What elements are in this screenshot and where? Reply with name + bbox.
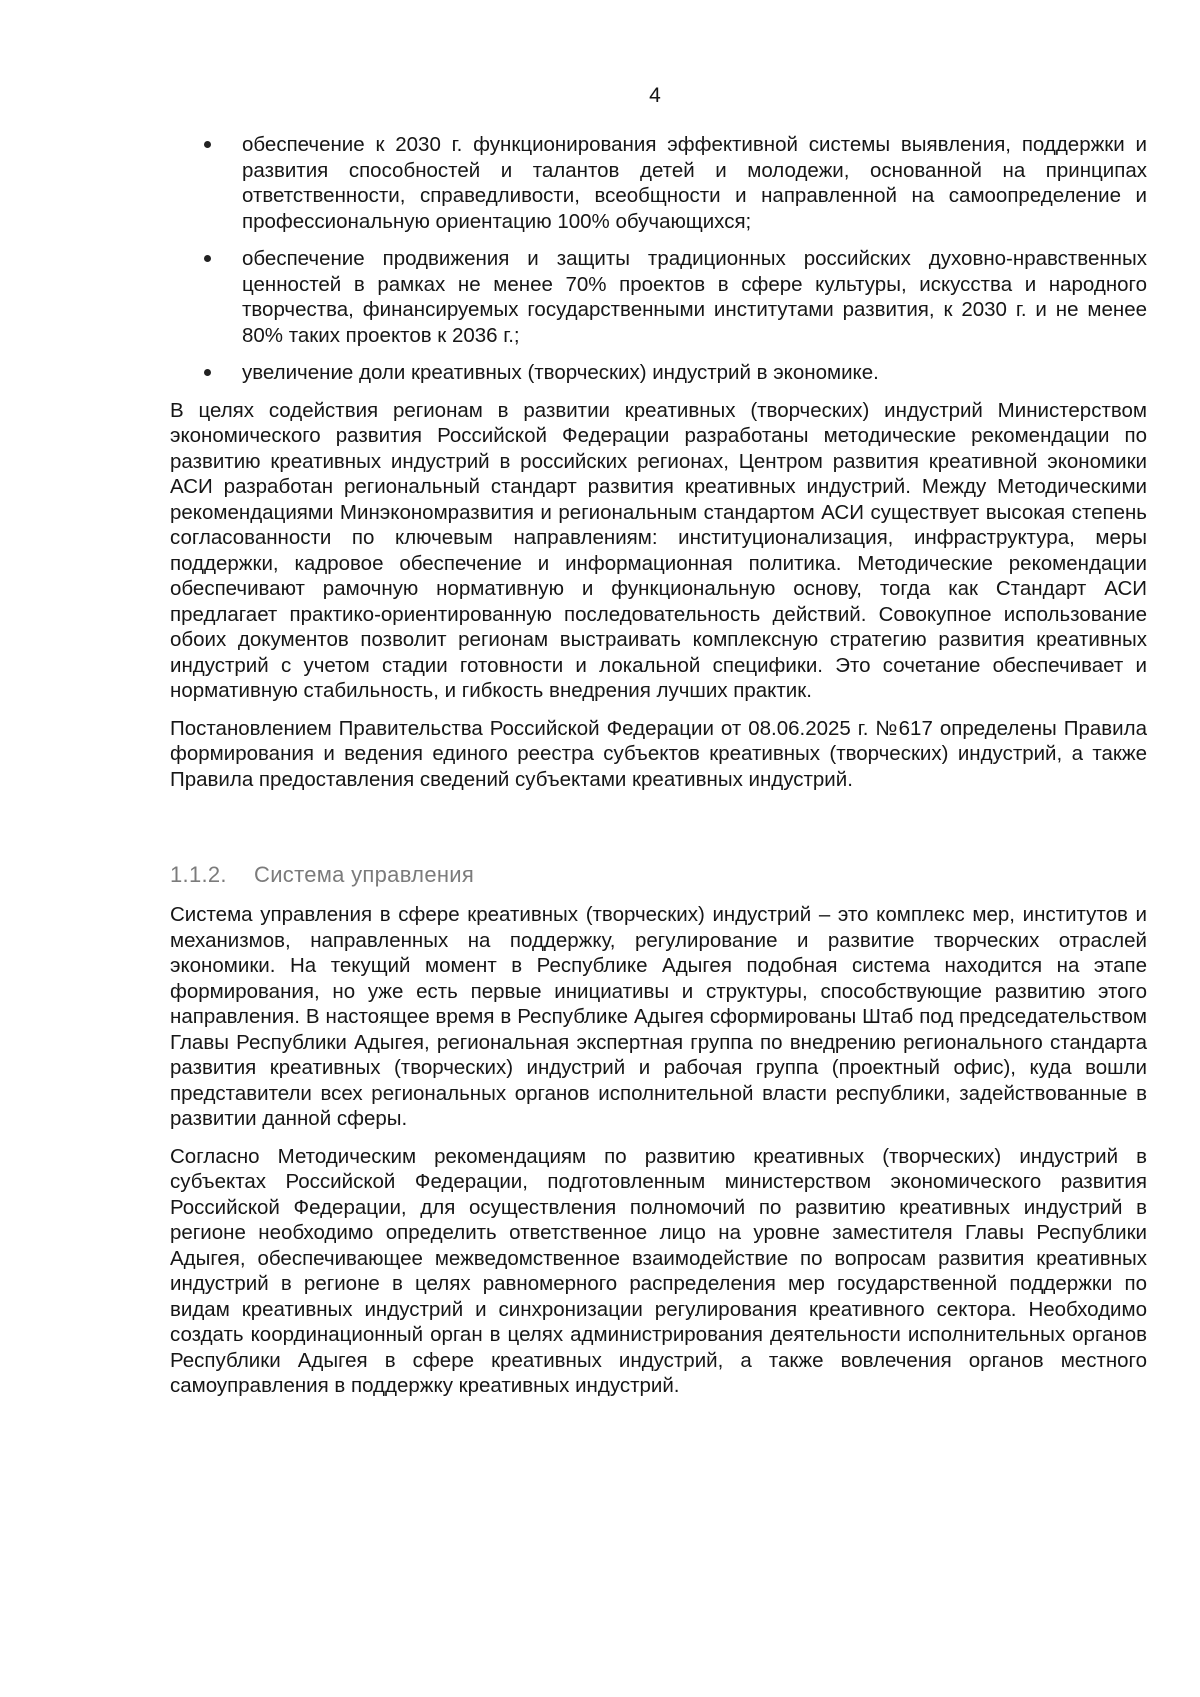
section-title: Система управления — [254, 862, 475, 887]
bullet-text: обеспечение продвижения и защиты традиционных российских духовно-нравственных ценностей в рамках не менее 70% проектов в сфере культуры, искусства и народного творчества, финансируемых государственными институтами развития, к 2030 г. и не менее 80% таких проектов к 2036 г.; — [242, 247, 1147, 347]
body-paragraph: Согласно Методическим рекомендациям по развитию креативных (творческих) индустрий в субъектах Российской Федерации, подготовленным министерством экономического развития Российской Федерации, для осуществления полномочий по развитию креативных индустрий в регионе необходимо определить ответственное лицо на уровне заместителя Главы Республики Адыгея, обеспечивающее межведомственное взаимодействие по вопросам развития креативных индустрий в регионе в целях равномерного распределения мер государственной поддержки по видам креативных индустрий и синхронизации регулирования креативного сектора. Необходимо создать координационный орган в целях администрирования деятельности исполнительных органов Республики Адыгея в сфере креативных индустрий, а также вовлечения органов местного самоуправления в поддержку креативных индустрий. — [170, 1144, 1147, 1397]
bullet-text: обеспечение к 2030 г. функционирования эффективной системы выявления, поддержки и развития способностей и талантов детей и молодежи, основанной на принципах ответственности, справедливости, всеобщности и направленной на самоопределение и профессиональную ориентацию 100% обучающихся; — [242, 133, 1147, 233]
body-paragraph: Постановлением Правительства Российской Федерации от 08.06.2025 г. №617 определены Правила формирования и ведения единого реестра субъектов креативных (творческих) индустрий, а также Правила предоставления сведений субъектами креативных индустрий. — [170, 716, 1147, 791]
page-number: 4 — [649, 84, 661, 107]
body-paragraph: В целях содействия регионам в развитии креативных (творческих) индустрий Министерством экономического развития Российской Федерации разработаны методические рекомендации по развитию креативных индустрий в российских регионах, Центром развития креативной экономики АСИ разработан региональный стандарт развития креативных индустрий. Между Методическими рекомендациями Минэкономразвития и региональным стандартом АСИ существует высокая степень согласованности по ключевым направлениям: институционализация, инфраструктура, меры поддержки, кадровое обеспечение и информационная политика. Методические рекомендации обеспечивают рамочную нормативную и функциональную основу, тогда как Стандарт АСИ предлагает практико-ориентированную последовательность действий. Совокупное использование обоих документов позволит регионам выстраивать комплексную стратегию развития креативных индустрий с учетом стадии готовности и локальной специфики. Это сочетание обеспечивает и нормативную стабильность, и гибкость внедрения лучших практик. — [170, 398, 1147, 702]
section-heading — [170, 862, 1147, 888]
bullet-item — [170, 360, 1147, 386]
bullet-dot-icon — [204, 369, 211, 376]
bullet-item — [170, 246, 1147, 348]
section-number: 1.1.2. — [170, 862, 227, 887]
bullet-item — [170, 132, 1147, 234]
goals-bullet-list — [170, 132, 1147, 386]
bullet-dot-icon — [204, 141, 211, 148]
page-content — [170, 132, 1147, 1411]
body-paragraph: Система управления в сфере креативных (творческих) индустрий – это комплекс мер, институтов и механизмов, направленных на поддержку, регулирование и развитие творческих отраслей экономики. На текущий момент в Республике Адыгея подобная система находится на этапе формирования, но уже есть первые инициативы и структуры, способствующие развитию этого направления. В настоящее время в Республике Адыгея сформированы Штаб под председательством Главы Республики Адыгея, региональная экспертная группа по внедрению регионального стандарта развития креативных (творческих) индустрий и рабочая группа (проектный офис), куда вошли представители всех региональных органов исполнительной власти республики, задействованные в развитии данной сферы. — [170, 903, 1147, 1130]
bullet-text: увеличение доли креативных (творческих) индустрий в экономике. — [242, 361, 879, 384]
bullet-dot-icon — [204, 255, 211, 262]
